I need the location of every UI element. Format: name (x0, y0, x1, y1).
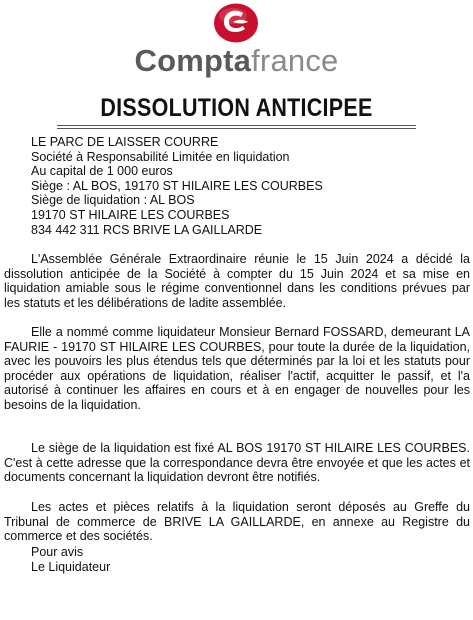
title-underline-second (57, 128, 416, 129)
notice-title: DISSOLUTION ANTICIPEE (100, 94, 373, 122)
company-header (31, 135, 323, 237)
company-capital: Au capital de 1 000 euros (31, 164, 173, 179)
company-seat: Siège : AL BOS, 19170 ST HILAIRE LES COURBES (31, 178, 323, 193)
paragraph-liquidation-seat: Le siège de la liquidation est fixé AL BOS 19170 ST HILAIRE LES COURBES. C'est à cette adresse que la correspondance devra être envoyée et que les actes et documents concernant la liquidation devront être notifiés. (4, 441, 470, 485)
title-underline (57, 125, 416, 126)
liquidation-seat: Siège de liquidation : AL BOS (31, 193, 195, 208)
signature-block (31, 545, 110, 574)
paragraph-dissolution: L'Assemblée Générale Extraordinaire réunie le 15 Juin 2024 a décidé la dissolution anticipée de la Société à compter du 15 Juin 2024 et sa mise en liquidation amiable sous le régime conventionnel dans les conditions prévues par les statuts et les délibérations de ladite assemblée. (4, 252, 470, 310)
logo-word-light: france (251, 43, 339, 78)
signature-pour-avis: Pour avis (31, 545, 84, 559)
comptafrance-mark-icon (212, 2, 260, 44)
paragraph-liquidator: Elle a nommé comme liquidateur Monsieur Bernard FOSSARD, demeurant LA FAURIE - 19170 ST HILAIRE LES COURBES, pour toute la durée de la liquidation, avec les pouvoirs les plus étendus tels que déterminés par la loi et les statuts pour procéder aux opérations de liquidation, réaliser l'actif, acquitter le passif, et l'a autorisé à continuer les affaires en cours et à en engager de nouvelles pour les besoins de la liquidation. (4, 325, 470, 412)
company-rcs: 834 442 311 RCS BRIVE LA GAILLARDE (31, 222, 263, 237)
comptafrance-logo (0, 0, 473, 82)
company-form: Société à Responsabilité Limitée en liquidation (31, 149, 290, 164)
liquidation-seat-city: 19170 ST HILAIRE LES COURBES (31, 207, 230, 222)
logo-word-bold: Compta (134, 43, 252, 78)
company-name: LE PARC DE LAISSER COURRE (31, 135, 219, 149)
logo-wordmark (0, 44, 473, 78)
signature-liquidator: Le Liquidateur (31, 559, 111, 574)
paragraph-filing: Les actes et pièces relatifs à la liquidation seront déposés au Greffe du Tribunal de commerce de BRIVE LA GAILLARDE, en annexe au Registre du commerce et des sociétés. (4, 500, 470, 544)
